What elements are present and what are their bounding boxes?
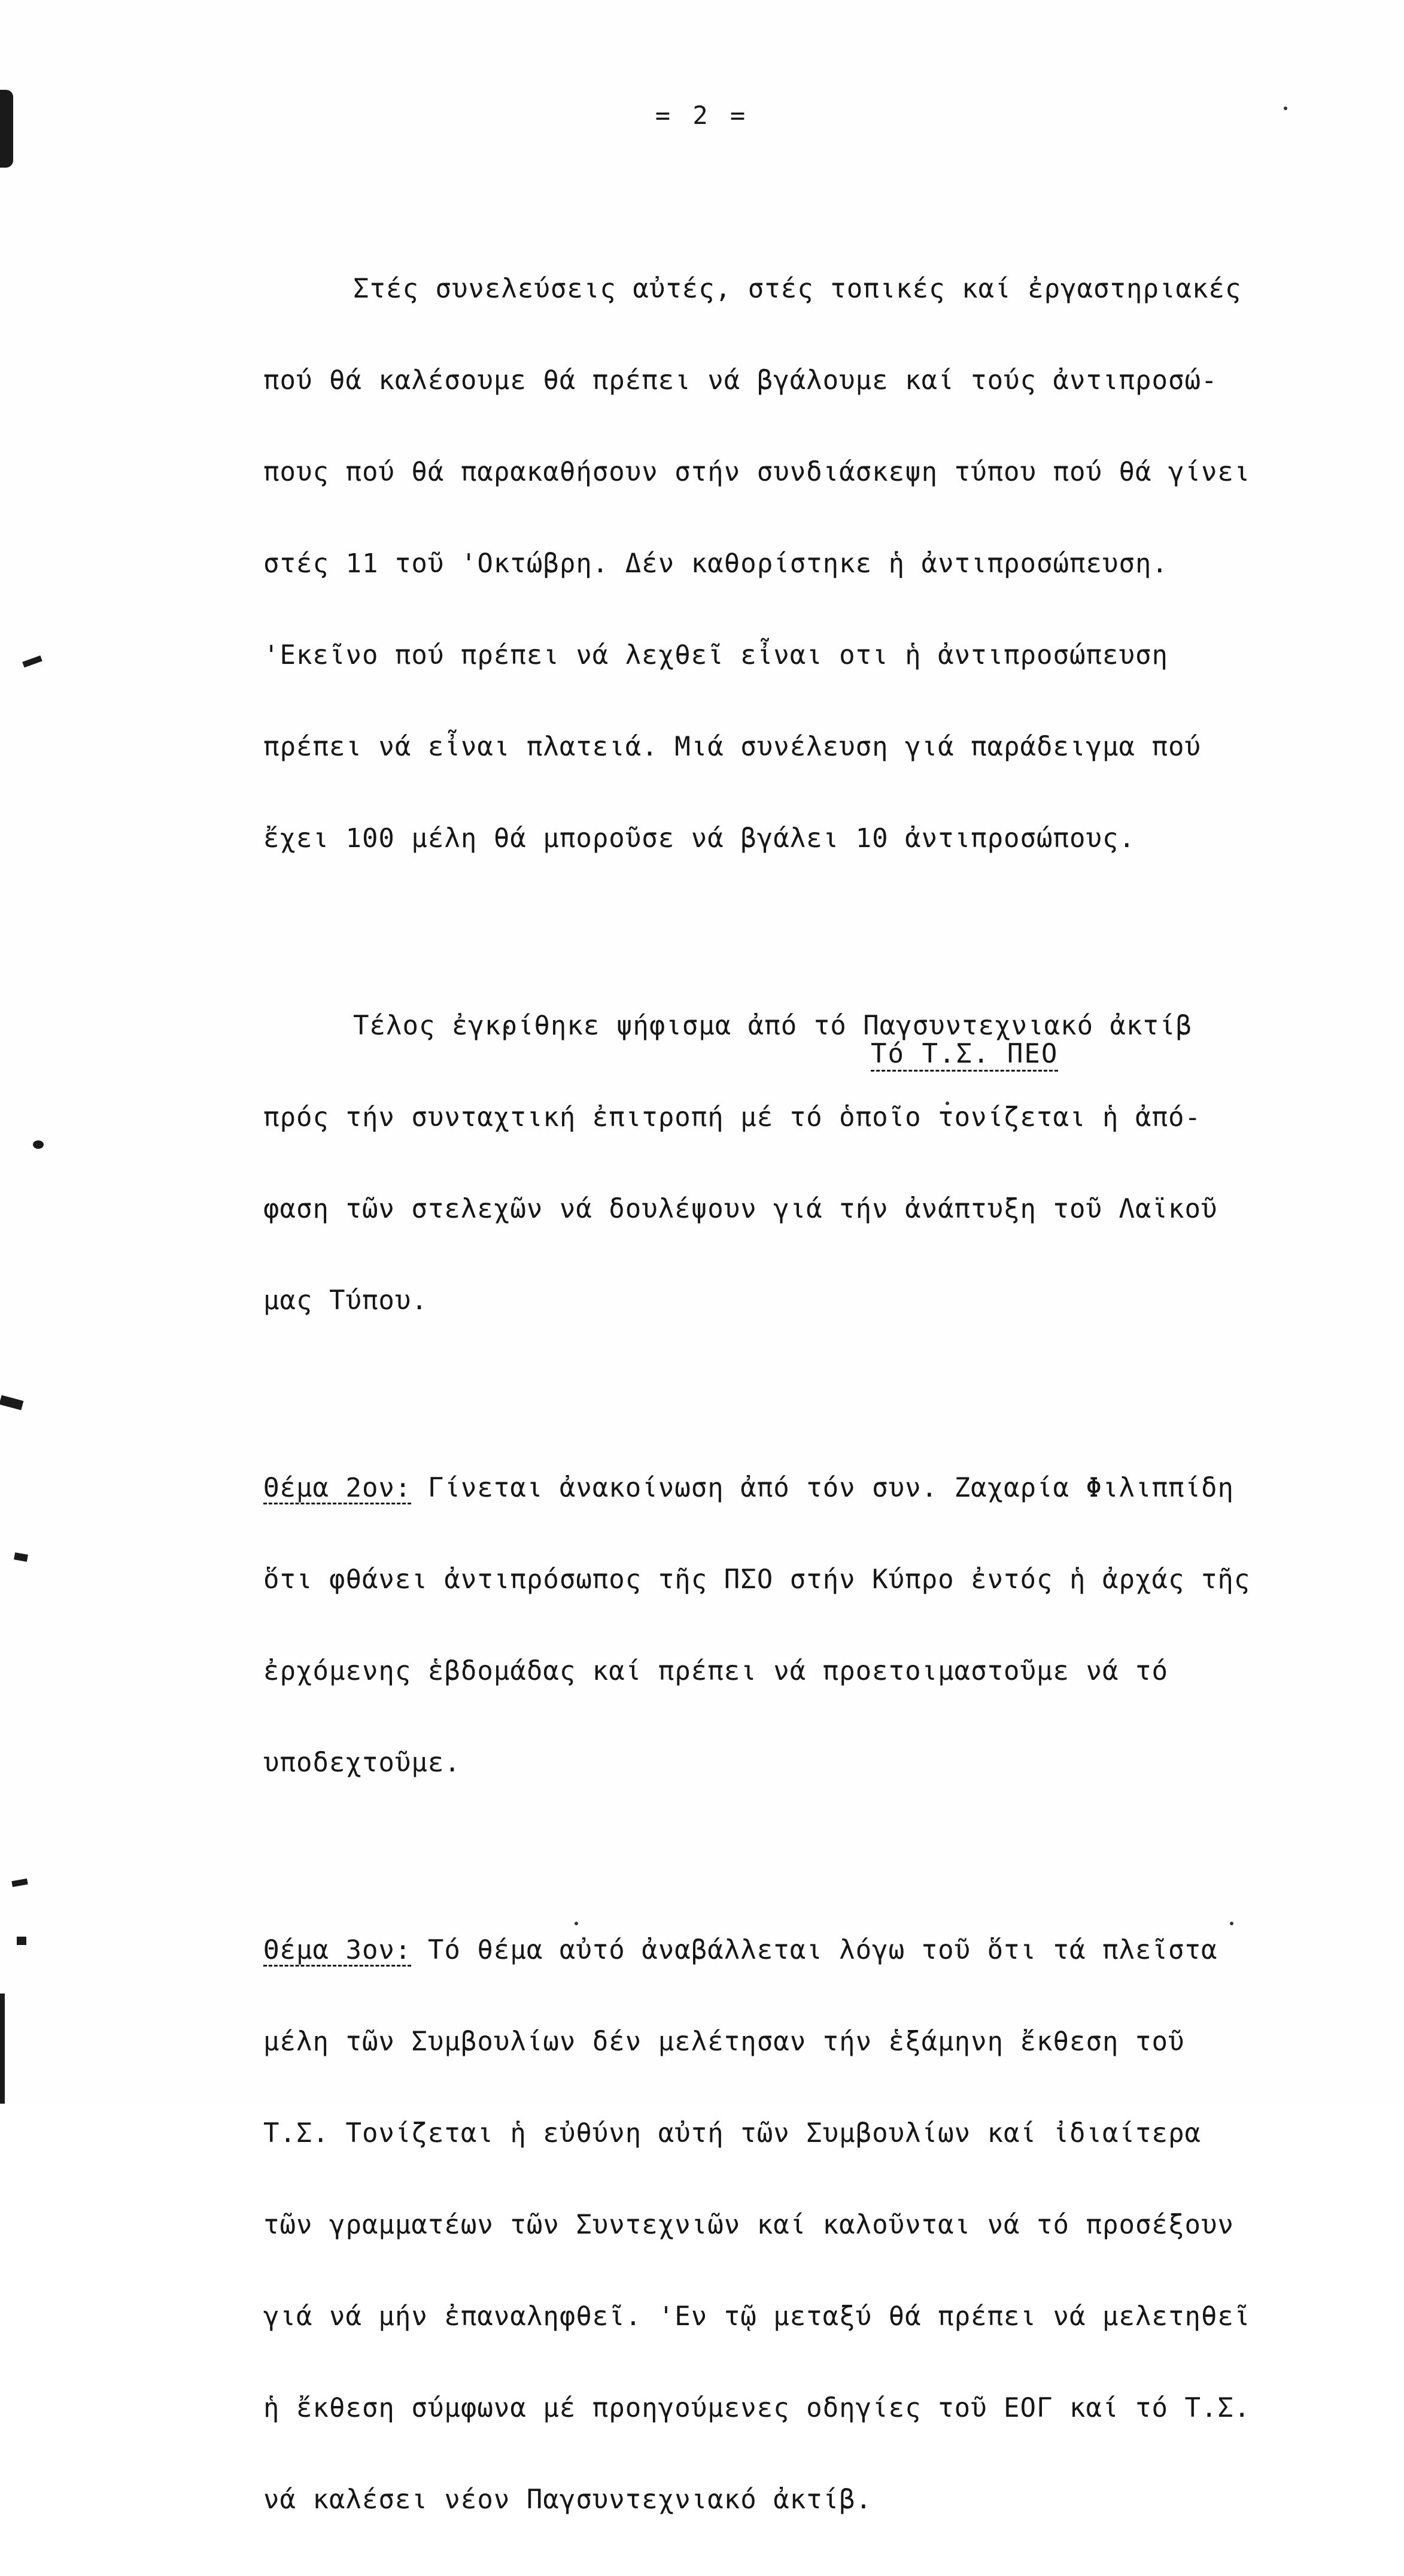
paragraph-1 <box>263 213 1365 915</box>
text-line: μας Τύπου. <box>263 1285 428 1316</box>
text-line: πού θά καλέσουμε θά πρέπει νά βγάλουμε καί τούς ἀντιπροσώ- <box>263 365 1218 396</box>
text-line: πους πού θά παρακαθήσουν στήν συνδιάσκεψη τύπου πού θά γίνει <box>263 457 1251 487</box>
text-line: Τό θέμα αὐτό ἀναβάλλεται λόγω τοῦ ὅτι τά πλεῖστα <box>411 1935 1218 1965</box>
text-line: νά καλέσει νέον Παγσυντεχνιακό ἀκτίβ. <box>263 2484 873 2515</box>
text-line: πρέπει νά εἶναι πλατειά. Μιά συνέλευση γιά παράδειγμα πού <box>263 732 1201 762</box>
text-line: στές 11 τοῦ 'Οκτώβρη. Δέν καθορίστηκε ἡ ἀντιπροσώπευση. <box>263 548 1168 579</box>
text-line: μέλη τῶν Συμβουλίων δέν μελέτησαν τήν ἑξάμηνη ἔκθεση τοῦ <box>263 2026 1185 2057</box>
paragraph-topic-3 <box>263 1874 1365 2576</box>
scan-artifact <box>17 1937 26 1945</box>
page-number: = 2 = <box>655 101 749 130</box>
scan-artifact <box>11 1879 28 1887</box>
paragraph-topic-2 <box>263 1412 1365 1839</box>
text-line: φαση τῶν στελεχῶν νά δουλέψουν γιά τήν ἀνάπτυξη τοῦ Λαϊκοῦ <box>263 1194 1218 1224</box>
text-line: 'Εκεῖνο πού πρέπει νά λεχθεῖ εἶναι οτι ἡ ἀντιπροσώπευση <box>263 640 1168 670</box>
scan-artifact <box>14 1552 28 1562</box>
scan-artifact <box>22 656 42 667</box>
text-line: πρός τήν συνταχτική ἐπιτροπή μέ τό ὁποῖο τονίζεται ἡ ἀπό- <box>263 1102 1201 1133</box>
topic-3-heading: Θέμα 3ον: <box>263 1935 412 1965</box>
text-line: ὅτι φθάνει ἀντιπρόσωπος τῆς ΠΣΟ στήν Κύπρο ἐντός ἡ ἀρχάς τῆς <box>263 1564 1251 1595</box>
text-line: ἔχει 100 μέλη θά μποροῦσε νά βγάλει 10 ἀντιπροσώπους. <box>263 823 1135 854</box>
text-line: Τέλος ἐγκρίθηκε ψήφισμα ἀπό τό Παγσυντεχνιακό ἀκτίβ <box>353 1011 1193 1041</box>
text-line: γιά νά μήν ἐπαναληφθεῖ. 'Εν τῷ μεταξύ θά πρέπει νά μελετηθεῖ <box>263 2301 1251 2332</box>
scan-artifact <box>33 1140 44 1149</box>
signature: Τό Τ.Σ. ΠΕΟ <box>871 1039 1059 1069</box>
text-line: τῶν γραμματέων τῶν Συντεχνιῶν καί καλοῦνται νά τό προσέξουν <box>263 2210 1234 2240</box>
paragraph-2 <box>263 949 1365 1377</box>
text-line: ἡ ἔκθεση σύμφωνα μέ προηγούμενες οδηγίες τοῦ ΕΟΓ καί τό Τ.Σ. <box>263 2393 1251 2423</box>
document-body <box>263 213 1365 2576</box>
topic-2-heading: Θέμα 2ον: <box>263 1473 412 1503</box>
text-line: Τ.Σ. Τονίζεται ἡ εὐθύνη αὐτή τῶν Συμβουλίων καί ἰδιαίτερα <box>263 2118 1201 2149</box>
text-line: ἐρχόμενης ἑβδομάδας καί πρέπει νά προετοιμαστοῦμε νά τό <box>263 1656 1168 1686</box>
scan-artifact <box>0 1395 23 1410</box>
text-line: υποδεχτοῦμε. <box>263 1747 461 1778</box>
text-line: Στές συνελεύσεις αὐτές, στές τοπικές καί ἐργαστηριακές <box>353 274 1242 304</box>
scan-artifact <box>0 1994 5 2104</box>
text-line: Γίνεται ἀνακοίνωση ἀπό τόν συν. Ζαχαρία Φιλιππίδη <box>411 1473 1234 1503</box>
